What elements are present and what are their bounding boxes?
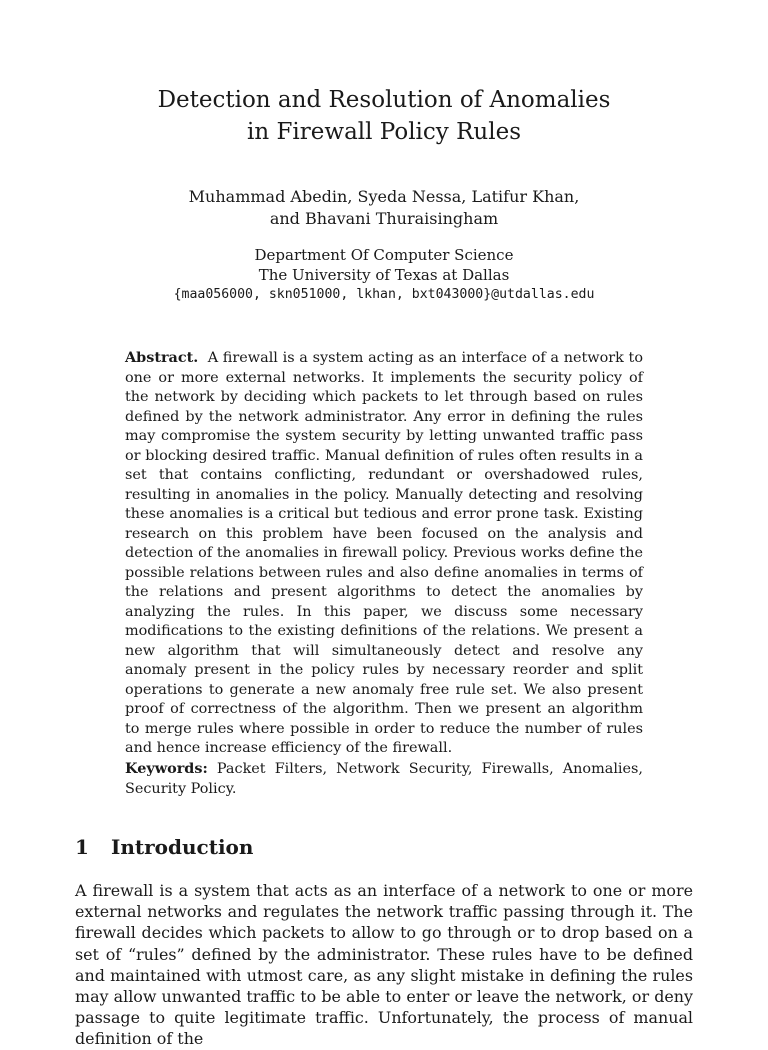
section-number: 1 [75, 835, 89, 859]
affiliation-department: Department Of Computer Science [254, 246, 514, 264]
section-title: Introduction [111, 835, 254, 859]
abstract [125, 348, 643, 759]
author-line-1: Muhammad Abedin, Syeda Nessa, Latifur Khan, [188, 187, 580, 206]
author-line-2: and Bhavani Thuraisingham [269, 209, 499, 228]
paper-title-line-2: in Firewall Policy Rules [246, 119, 521, 145]
author-list [0, 186, 768, 230]
abstract-text: A firewall is a system acting as an interface of a network to one or more external networks. It implements the security policy of the network by deciding which packets to let through based on rules defined by the network administrator. Any error in defining the rules may compromise the system security by letting unwanted traffic pass or blocking desired traffic. Manual definition of rules often results in a set that contains conflicting, redundant or overshadowed rules, resulting in anomalies in the policy. Manually detecting and resolving these anomalies is a critical but tedious and error prone task. Existing research on this problem have been focused on the analysis and detection of the anomalies in firewall policy. Previous works define the possible relations between rules and also define anomalies in terms of the relations and present algorithms to detect the anomalies by analyzing the rules. In this paper, we discuss some necessary modifications to the existing definitions of the relations. We present a new algorithm that will simultaneously detect and resolve any anomaly present in the policy rules by necessary reorder and split operations to generate a new anomaly free rule set. We also present proof of correctness of the algorithm. Then we present an algorithm to merge rules where possible in order to reduce the number of rules and hence increase efficiency of the firewall. [125, 350, 643, 756]
section-heading [75, 832, 253, 862]
keywords-text: Packet Filters, Network Security, Firewalls, Anomalies, Security Policy. [125, 761, 643, 797]
abstract-label: Abstract. [125, 349, 199, 366]
affiliation-block [0, 246, 768, 305]
keywords [125, 759, 643, 800]
affiliation-university: The University of Texas at Dallas [258, 265, 510, 284]
introduction-paragraph: A firewall is a system that acts as an interface of a network to one or more external networks and regulates the network traffic passing through it. The firewall decides which packets to allow to go through or to drop based on a set of “rules” defined by the administrator. These rules have to be defined and maintained with utmost care, as any slight mistake in defining the rules may allow unwanted traffic to be able to enter or leave the network, or deny passage to quite legitimate traffic. Unfortunately, the process of manual definition of the [75, 881, 693, 1049]
paper-title-line-1: Detection and Resolution of Anomalies [157, 87, 611, 113]
paper-title [0, 84, 768, 148]
keywords-label: Keywords: [125, 760, 208, 777]
author-emails: {maa056000, skn051000, lkhan, bxt043000}@utdallas.edu [173, 287, 595, 302]
